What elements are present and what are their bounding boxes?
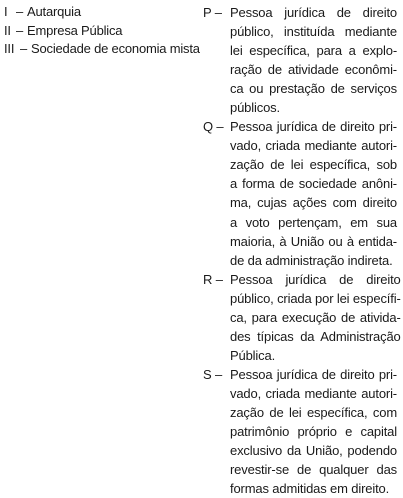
text-line: lei específica, para a explo-: [230, 43, 397, 59]
definition-text: [230, 365, 397, 498]
item-number: II: [4, 22, 11, 38]
text-line: público, criada por lei específi-: [230, 290, 401, 306]
item-label: Autarquia: [27, 4, 81, 19]
text-line: zação de lei específica, com: [230, 404, 397, 420]
text-line: revestir-se de qualquer das: [230, 462, 397, 478]
text-line: Pessoa jurídica de direito: [230, 5, 397, 20]
list-item-iii: [4, 40, 200, 59]
list-item-ii: [4, 22, 200, 41]
definition-key: P –: [203, 5, 222, 20]
item-dash: –: [20, 41, 28, 57]
text-line: vado, criada mediante autori-: [230, 385, 397, 401]
item-dash: –: [16, 22, 24, 38]
item-number: I: [4, 4, 8, 19]
text-line: vado, criada mediante autori-: [230, 138, 397, 154]
text-line: ma, cujas ações com direito: [230, 195, 397, 211]
definition-p: [203, 3, 397, 117]
definition-key: R –: [203, 271, 223, 287]
text-line: zação de lei específica, sob: [230, 157, 397, 173]
definition-q: [203, 117, 397, 269]
text-line: Pessoa jurídica de direito: [230, 271, 401, 287]
item-dash: –: [16, 4, 24, 19]
definition-key: S –: [203, 366, 223, 382]
lettered-definitions: [203, 3, 401, 498]
text-line: des típicas da Administração: [230, 328, 401, 344]
text-line: a forma de sociedade anôni-: [230, 176, 397, 192]
text-line: a voto pertençam, em sua: [230, 214, 397, 230]
text-line: exclusivo da União, podendo: [230, 443, 397, 459]
text-line: Pública.: [230, 347, 276, 363]
text-line: maioria, à União ou à entida-: [230, 233, 397, 249]
text-line: ca, para execução de ativida-: [230, 309, 401, 325]
definition-text: [230, 117, 397, 269]
text-line: Pessoa jurídica de direito pri-: [230, 119, 397, 135]
item-number: III: [4, 41, 15, 57]
text-line: públicos.: [230, 100, 280, 116]
text-line: de da administração indireta.: [230, 252, 393, 268]
item-label: Empresa Pública: [27, 22, 123, 38]
text-line: patrimônio próprio e capital: [230, 424, 397, 440]
list-item-i: [4, 3, 200, 22]
text-line: Pessoa jurídica de direito pri-: [230, 366, 397, 382]
item-label: Sociedade de economia mista: [31, 41, 200, 57]
text-line: formas admitidas em direito.: [230, 481, 390, 497]
numbered-list: [4, 3, 200, 59]
definition-key: Q –: [203, 119, 224, 135]
definition-text: [230, 3, 397, 117]
text-line: público, instituída mediante: [230, 24, 397, 40]
definition-r: [203, 270, 401, 365]
definition-text: [230, 270, 401, 365]
text-line: ca ou prestação de serviços: [230, 81, 397, 97]
definition-s: [203, 365, 397, 498]
text-line: ração de atividade econômi-: [230, 62, 397, 78]
